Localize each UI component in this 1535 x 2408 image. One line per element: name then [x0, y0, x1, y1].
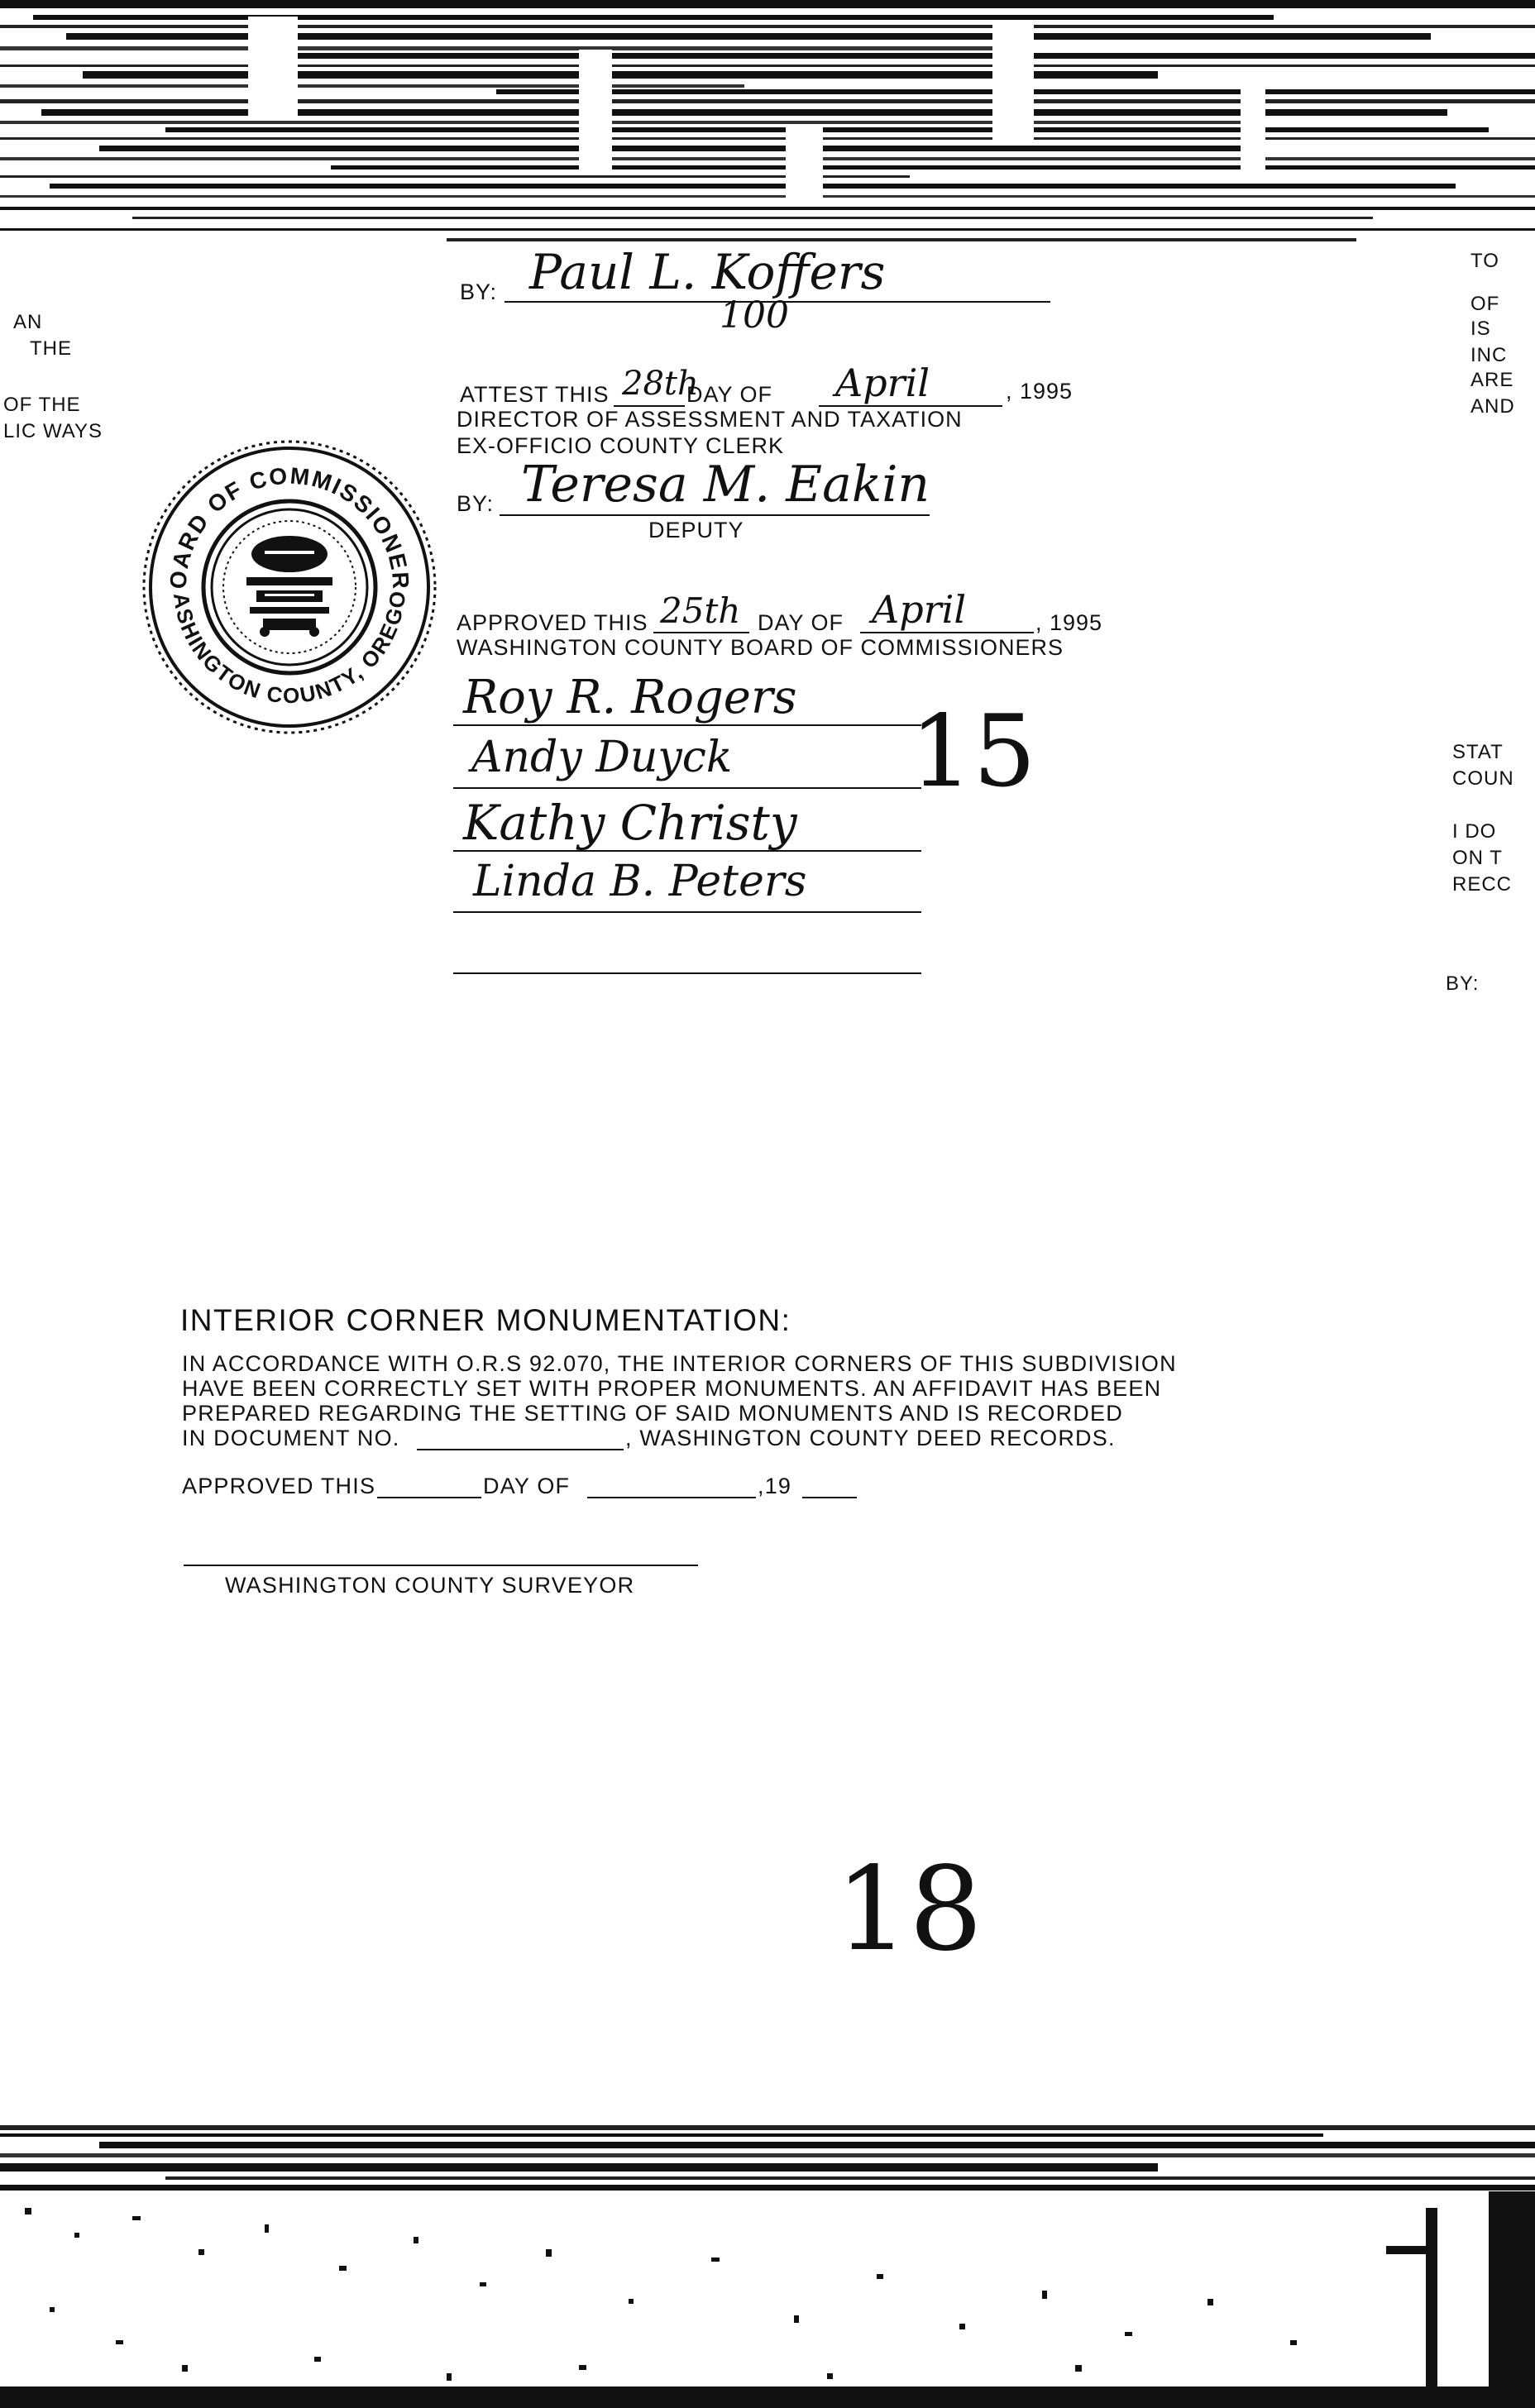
right-margin-text-1: TO [1470, 250, 1499, 272]
monumentation-doc-suffix: , WASHINGTON COUNTY DEED RECORDS. [625, 1426, 1116, 1450]
commissioner-line-3 [453, 850, 921, 852]
attest-year: , 1995 [1006, 379, 1074, 404]
commissioner-signature-1: Roy R. Rogers [463, 671, 797, 724]
commissioner-signature-4: Linda B. Peters [473, 857, 807, 906]
commissioner-line-1 [453, 724, 921, 726]
page-number: 18 [835, 1842, 983, 1977]
monumentation-heading: INTERIOR CORNER MONUMENTATION: [180, 1303, 791, 1337]
noise-bottom-graphic [0, 2125, 1535, 2408]
attest-prefix: ATTEST THIS [460, 382, 610, 407]
monumentation-day-line [377, 1497, 481, 1498]
monumentation-line-2: HAVE BEEN CORRECTLY SET WITH PROPER MONUMENTS. AN AFFIDAVIT HAS BEEN [182, 1376, 1162, 1401]
county-seal [141, 438, 438, 736]
scan-noise-bottom [0, 2125, 1535, 2408]
right-margin-text-2: OF [1470, 293, 1500, 315]
commissioner-line-2 [453, 787, 921, 789]
noise-top-graphic [0, 0, 1535, 248]
scan-noise-top [0, 0, 1535, 248]
commissioner-signature-2: Andy Duyck [471, 733, 733, 782]
commissioner-signature-3: Kathy Christy [463, 795, 797, 851]
seal-bottom-text: ASHINGTON COUNTY, OREGO [168, 588, 411, 709]
monumentation-year-line [802, 1497, 857, 1498]
director-line: DIRECTOR OF ASSESSMENT AND TAXATION [457, 407, 963, 432]
monumentation-doc-prefix: IN DOCUMENT NO. [182, 1426, 400, 1450]
monumentation-line-3: PREPARED REGARDING THE SETTING OF SAID MONUMENTS AND IS RECORDED [182, 1401, 1123, 1426]
right-margin-text-6: AND [1470, 395, 1515, 418]
left-margin-text-4: LIC WAYS [3, 420, 103, 442]
left-margin-text-1: AN [13, 311, 43, 333]
approved-year: , 1995 [1035, 610, 1103, 635]
right-margin-text-9: I DO [1452, 820, 1497, 843]
left-margin-text-2: THE [30, 337, 72, 360]
approved-month-line [860, 632, 1034, 633]
attest-day-of: DAY OF [686, 382, 773, 407]
by-signature-initials: 100 [720, 294, 789, 337]
approved-day: 25th [660, 590, 741, 631]
attest-month: April [835, 361, 930, 405]
deputy-signature: Teresa M. Eakin [521, 456, 930, 514]
seal-top-text: OARD OF COMMISSIONER [165, 462, 414, 591]
seal-graphic [141, 438, 438, 736]
approved-month: April [872, 587, 967, 632]
by-signature: Paul L. Koffers [529, 244, 886, 300]
surveyor-signature-line [184, 1565, 698, 1566]
clerk-line: EX-OFFICIO COUNTY CLERK [457, 433, 785, 458]
deputy-label: DEPUTY [648, 518, 744, 542]
deputy-by-label: BY: [457, 491, 495, 516]
by-label: BY: [460, 280, 498, 304]
surveyor-label: WASHINGTON COUNTY SURVEYOR [225, 1573, 635, 1598]
approved-day-of: DAY OF [758, 610, 844, 635]
attest-day: 28th [622, 365, 699, 403]
monumentation-month-line [587, 1497, 756, 1498]
commissioner-line-5 [453, 972, 921, 974]
commissioner-line-4 [453, 911, 921, 913]
right-margin-text-7: STAT [1452, 741, 1504, 763]
left-margin-text-3: OF THE [3, 394, 81, 416]
right-margin-text-12: BY: [1446, 972, 1480, 995]
right-margin-text-11: RECC [1452, 873, 1513, 896]
handwritten-number: 15 [910, 695, 1036, 810]
monumentation-line-1: IN ACCORDANCE WITH O.R.S 92.070, THE INTERIOR CORNERS OF THIS SUBDIVISION [182, 1351, 1177, 1376]
approved-day-line [653, 632, 749, 633]
right-margin-text-3: IS [1470, 318, 1491, 340]
deputy-signature-line [500, 514, 930, 516]
right-margin-text-10: ON T [1452, 847, 1503, 869]
monumentation-year: ,19 [758, 1474, 792, 1498]
right-margin-text-8: COUN [1452, 767, 1514, 790]
monumentation-day-of: DAY OF [483, 1474, 571, 1498]
right-margin-text-4: INC [1470, 344, 1508, 366]
monumentation-approved-prefix: APPROVED THIS [182, 1474, 376, 1498]
board-line: WASHINGTON COUNTY BOARD OF COMMISSIONERS [457, 635, 1064, 660]
right-margin-text-5: ARE [1470, 369, 1514, 391]
approved-prefix: APPROVED THIS [457, 610, 648, 635]
document-number-line [417, 1449, 624, 1450]
